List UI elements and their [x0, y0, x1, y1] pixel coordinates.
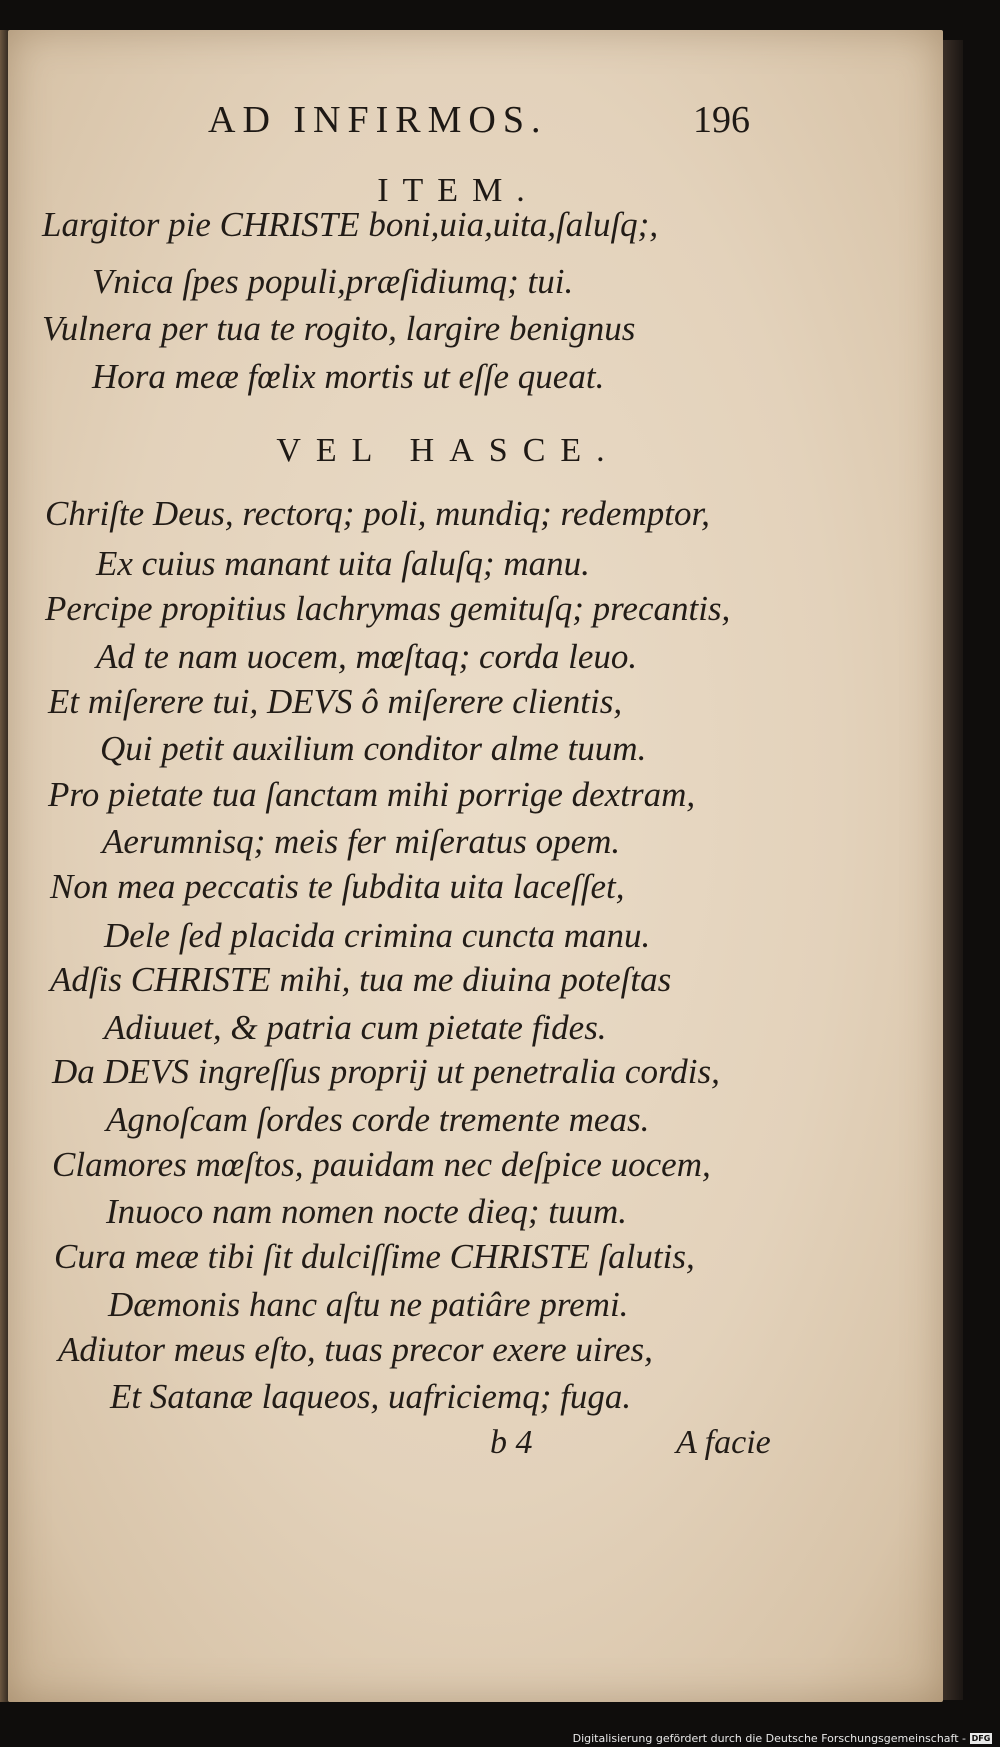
- verse-line: Cura meæ tibi ſit dulciſſime CHRISTE ſalutis,: [54, 1237, 695, 1276]
- credit-text: Digitalisierung gefördert durch die Deutsche Forschungsgemeinschaft -: [572, 1732, 966, 1745]
- verse-line: Percipe propitius lachrymas gemituſq; precantis,: [45, 589, 731, 628]
- verse-line: Dele ſed placida crimina cuncta manu.: [104, 916, 651, 955]
- verse-line: Adſis CHRISTE mihi, tua me diuina poteſtas: [50, 960, 672, 999]
- verse-line: Qui petit auxilium conditor alme tuum.: [100, 729, 647, 768]
- verse-line: Aerumnisq; meis fer miſeratus opem.: [102, 822, 621, 861]
- verse-line: Vulnera per tua te rogito, largire benignus: [42, 309, 636, 348]
- verse-line: Pro pietate tua ſanctam mihi porrige dextram,: [48, 775, 696, 814]
- signature-mark: b 4: [490, 1424, 533, 1461]
- verse-line: Clamores mœſtos, pauidam nec deſpice uocem,: [52, 1145, 711, 1184]
- verse-line: Ex cuius manant uita ſaluſq; manu.: [96, 544, 590, 583]
- catchword: A facie: [676, 1424, 771, 1461]
- verse-line: Vnica ſpes populi,præſidiumq; tui.: [92, 262, 574, 301]
- verse-line: Et Satanæ laqueos, uafriciemq; fuga.: [110, 1377, 632, 1416]
- folio-number: 196: [693, 99, 750, 141]
- verse-line: Non mea peccatis te ſubdita uita laceſſet,: [50, 867, 625, 906]
- verse-line: Da DEVS ingreſſus proprij ut penetralia cordis,: [52, 1052, 720, 1091]
- section-heading-vel-hasce: VEL HASCE.: [276, 432, 620, 469]
- running-title: AD INFIRMOS.: [208, 99, 548, 141]
- verse-line: Largitor pie CHRISTE boni,uia,uita,ſaluſq;,: [42, 205, 659, 244]
- digitization-credit: [573, 1732, 992, 1745]
- verse-line: Hora meæ fœlix mortis ut eſſe queat.: [92, 357, 605, 396]
- verse-line: Agnoſcam ſordes corde tremente meas.: [106, 1100, 650, 1139]
- verse-line: Chriſte Deus, rectorq; poli, mundiq; redemptor,: [45, 494, 710, 533]
- verse-line: Inuoco nam nomen nocte dieq; tuum.: [106, 1192, 627, 1231]
- dfg-logo-icon: DFG: [971, 1734, 991, 1743]
- page-edge: [943, 40, 963, 1700]
- page-header: [0, 98, 1000, 148]
- verse-line: Ad te nam uocem, mœſtaq; corda leuo.: [96, 637, 638, 676]
- section-heading-item: ITEM.: [377, 172, 539, 209]
- verse-line: Dæmonis hanc aſtu ne patiâre premi.: [108, 1285, 629, 1324]
- verse-line: Adiuuet, & patria cum pietate fides.: [104, 1008, 607, 1047]
- verse-line: Adiutor meus eſto, tuas precor exere uires,: [58, 1330, 653, 1369]
- verse-line: Et miſerere tui, DEVS ô miſerere clientis,: [48, 682, 623, 721]
